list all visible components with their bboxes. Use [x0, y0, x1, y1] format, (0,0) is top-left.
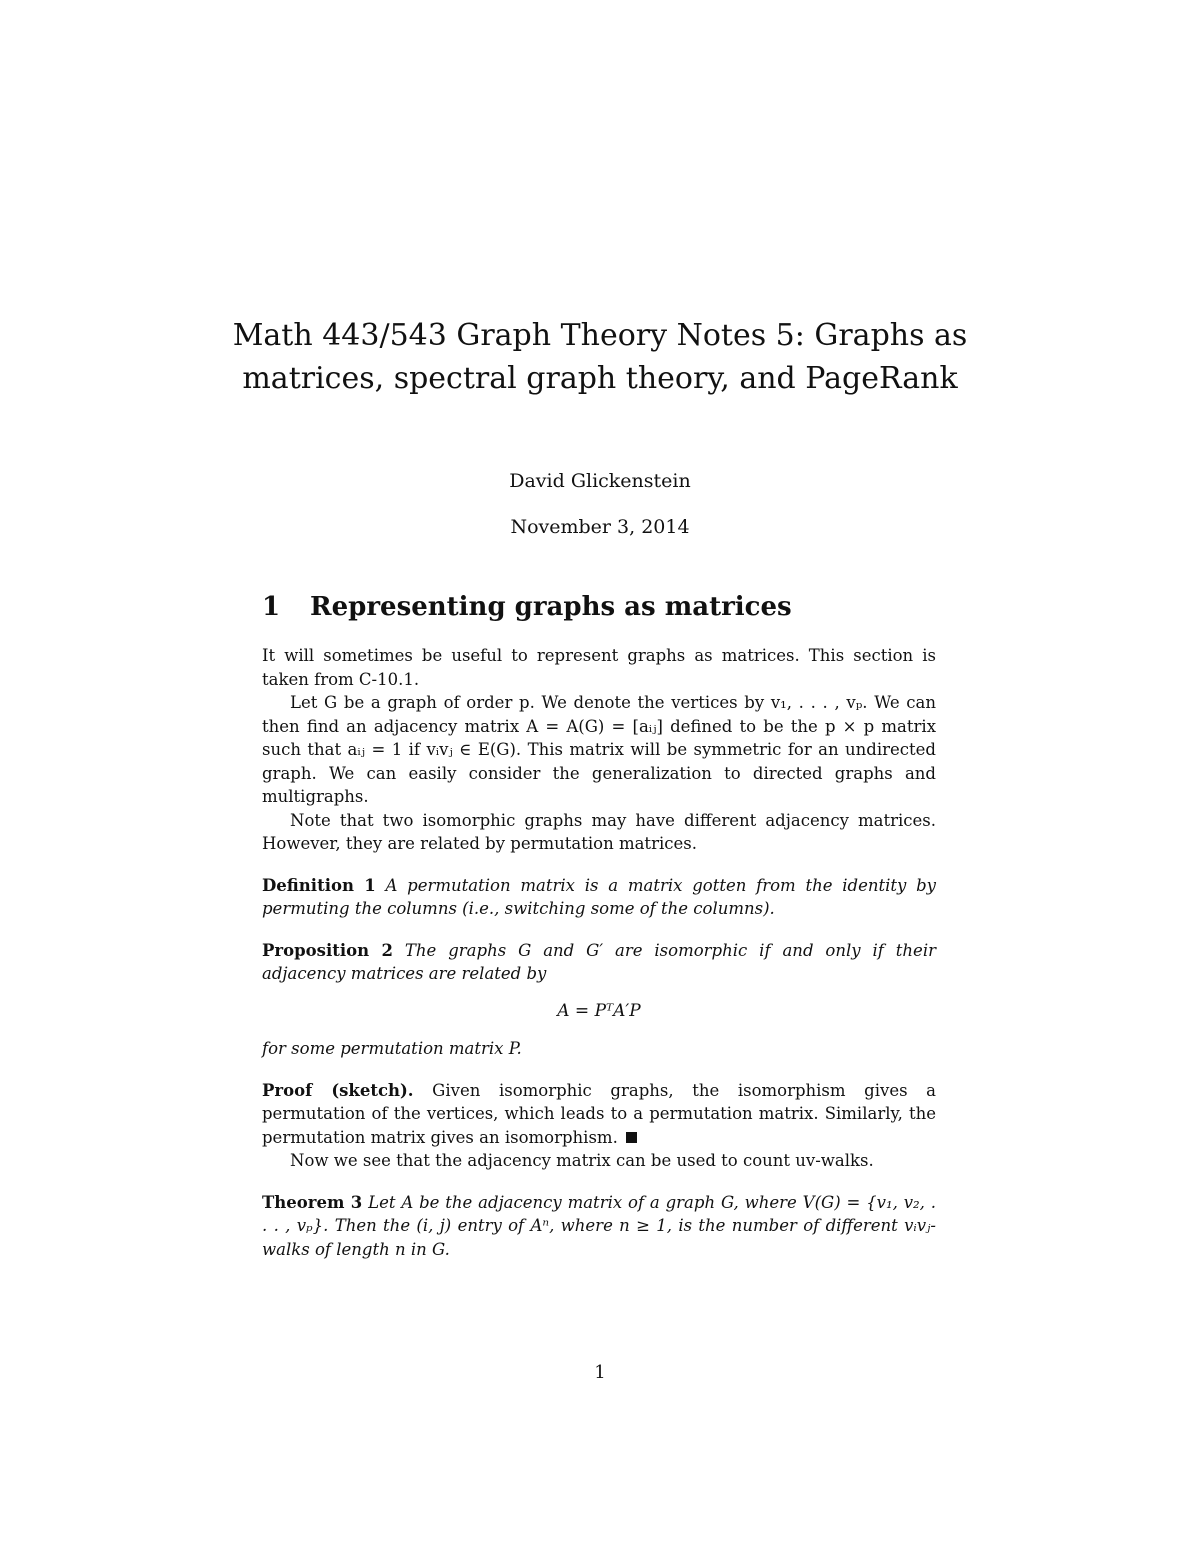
section-heading — [262, 592, 792, 622]
proof — [262, 1079, 936, 1150]
theorem-3 — [262, 1191, 936, 1262]
proof-head: Proof (sketch). — [262, 1080, 414, 1100]
proposition-head: Proposition 2 — [262, 940, 393, 960]
paragraph-walks: Now we see that the adjacency matrix can be used to count uv-walks. — [290, 1151, 874, 1170]
definition-head: Definition 1 — [262, 875, 376, 895]
author: David Glickenstein — [509, 470, 691, 492]
definition-1 — [262, 874, 936, 921]
display-equation: A = PᵀA′P — [557, 1000, 641, 1021]
proposition-text: The graphs G and G′ are isomorphic if and only if their adjacency matrices are related by — [262, 940, 936, 983]
date: November 3, 2014 — [510, 516, 690, 538]
proof-text: Given isomorphic graphs, the isomorphism gives a permutation of the vertices, which leads to a permutation matrix. Similarly, the permutation matrix gives an isomorphism. — [262, 1080, 936, 1147]
page-number: 1 — [594, 1362, 606, 1383]
proposition-2 — [262, 939, 936, 986]
paragraph-isomorphic: Note that two isomorphic graphs may have different adjacency matrices. However, they are related by permutation matrices. — [262, 810, 936, 853]
paper-title: Math 443/543 Graph Theory Notes 5: Graphs as matrices, spectral graph theory, and PageRank — [232, 318, 968, 396]
section-title: Representing graphs as matrices — [310, 592, 792, 622]
body-text — [262, 644, 936, 1261]
theorem-text: Let A be the adjacency matrix of a graph G, where V(G) = {v₁, v₂, . . . , vₚ}. Then the (i, j) entry of Aⁿ, where n ≥ 1, is the number of different vᵢvⱼ-walks of length n in G. — [262, 1192, 936, 1259]
proposition-after: for some permutation matrix P. — [262, 1039, 522, 1058]
paragraph-adjacency: Let G be a graph of order p. We denote the vertices by v₁, . . . , vₚ. We can then find an adjacency matrix A = A(G) = [aᵢⱼ] defined to be the p × p matrix such that aᵢⱼ = 1 if vᵢvⱼ ∈ E(G). This matrix will be symmetric for an undirected graph. We can easily consider the generalization to directed graphs and multigraphs. — [262, 693, 936, 806]
definition-text: A permutation matrix is a matrix gotten from the identity by permuting the columns (i.e., switching some of the columns). — [262, 875, 937, 918]
paragraph-intro: It will sometimes be useful to represent graphs as matrices. This section is taken from C-10.1. — [262, 646, 936, 689]
qed-icon — [626, 1132, 637, 1143]
section-number: 1 — [262, 592, 281, 622]
theorem-head: Theorem 3 — [262, 1192, 363, 1212]
